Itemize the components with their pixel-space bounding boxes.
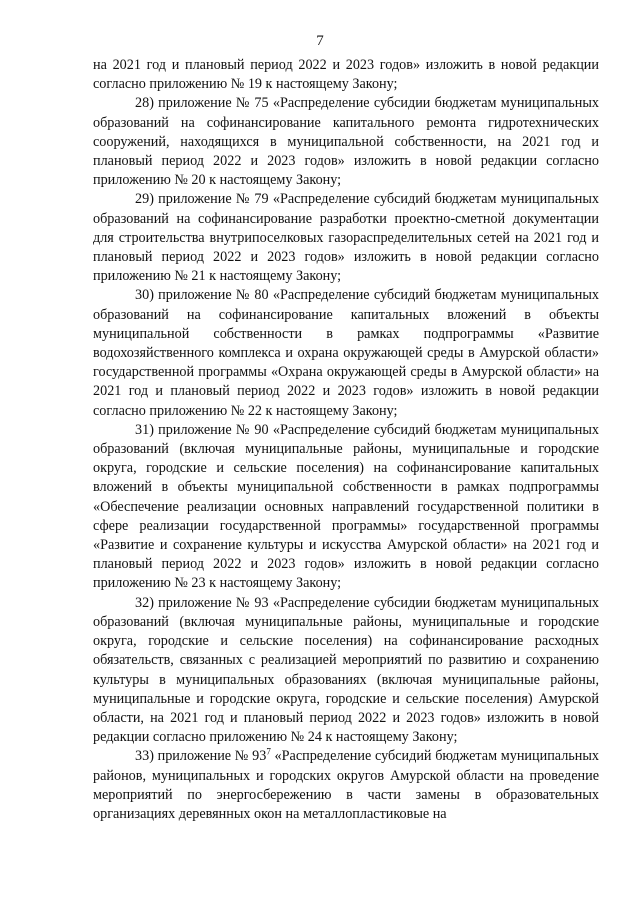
- paragraph-item-33-rest: «Распределение субсидий бюджетам муниципальных районов, муниципальных и городских округов Амурской области на проведение мероприятий по энергосбережению в части замены в образовательных организациях деревянных окон на металлопластиковые на: [93, 748, 599, 822]
- paragraph-item-29: 29) приложение № 79 «Распределение субсидий бюджетам муниципальных образований на софинансирование разработки проектно-сметной документации для строительства внутрипоселковых газораспределительных сетей на 2021 год и плановый период 2022 и 2023 годов» изложить в новой редакции согласно приложению № 21 к настоящему Закону;: [93, 191, 599, 285]
- paragraph-item-33: [93, 747, 599, 824]
- paragraph-item-28: 28) приложение № 75 «Распределение субсидии бюджетам муниципальных образований на софинансирование капитального ремонта гидротехнических сооружений, находящихся в муниципальной собственности, на 2021 год и плановый период 2022 и 2023 годов» изложить в новой редакции согласно приложению № 20 к настоящему Закону;: [93, 95, 599, 189]
- paragraph-item-33-start: 33) приложение № 93: [135, 748, 267, 765]
- document-body: [93, 56, 599, 824]
- paragraph-item-30: 30) приложение № 80 «Распределение субсидий бюджетам муниципальных образований на софинансирование капитальных вложений в объекты муниципальной собственности в рамках подпрограммы «Развитие водохозяйственного комплекса и охрана окружающей среды в Амурской области» государственной программы «Охрана окружающей среды в Амурской области» на 2021 год и плановый период 2022 и 2023 годов» изложить в новой редакции согласно приложению № 22 к настоящему Закону;: [93, 287, 599, 419]
- paragraph-continuation: на 2021 год и плановый период 2022 и 2023 годов» изложить в новой редакции согласно приложению № 19 к настоящему Закону;: [93, 57, 599, 93]
- paragraph-item-31: 31) приложение № 90 «Распределение субсидий бюджетам муниципальных образований (включая муниципальные районы, муниципальные и городские округа, городские и сельские поселения) на софинансирование капитальных вложений в объекты муниципальной собственности в рамках подпрограммы «Обеспечение реализации основных направлений государственной политики в сфере реализации государственной программы» государственной программы «Развитие и сохранение культуры и искусства Амурской области» на 2021 год и плановый период 2022 и 2023 годов» изложить в новой редакции согласно приложению № 23 к настоящему Закону;: [93, 421, 599, 592]
- paragraph-item-32: 32) приложение № 93 «Распределение субсидии бюджетам муниципальных образований (включая муниципальные районы, муниципальные и городские округа, городские и сельские поселения) на софинансирование расходных обязательств, связанных с реализацией мероприятий по развитию и сохранению культуры в муниципальных образованиях (включая муниципальные районы, муниципальные и городские округа, городские и сельские поселения) Амурской области, на 2021 год и плановый период 2022 и 2023 годов» изложить в новой редакции согласно приложению № 24 к настоящему Закону;: [93, 594, 599, 746]
- page-number: 7: [316, 33, 324, 49]
- paragraph-item-33-superscript: 7: [266, 746, 271, 757]
